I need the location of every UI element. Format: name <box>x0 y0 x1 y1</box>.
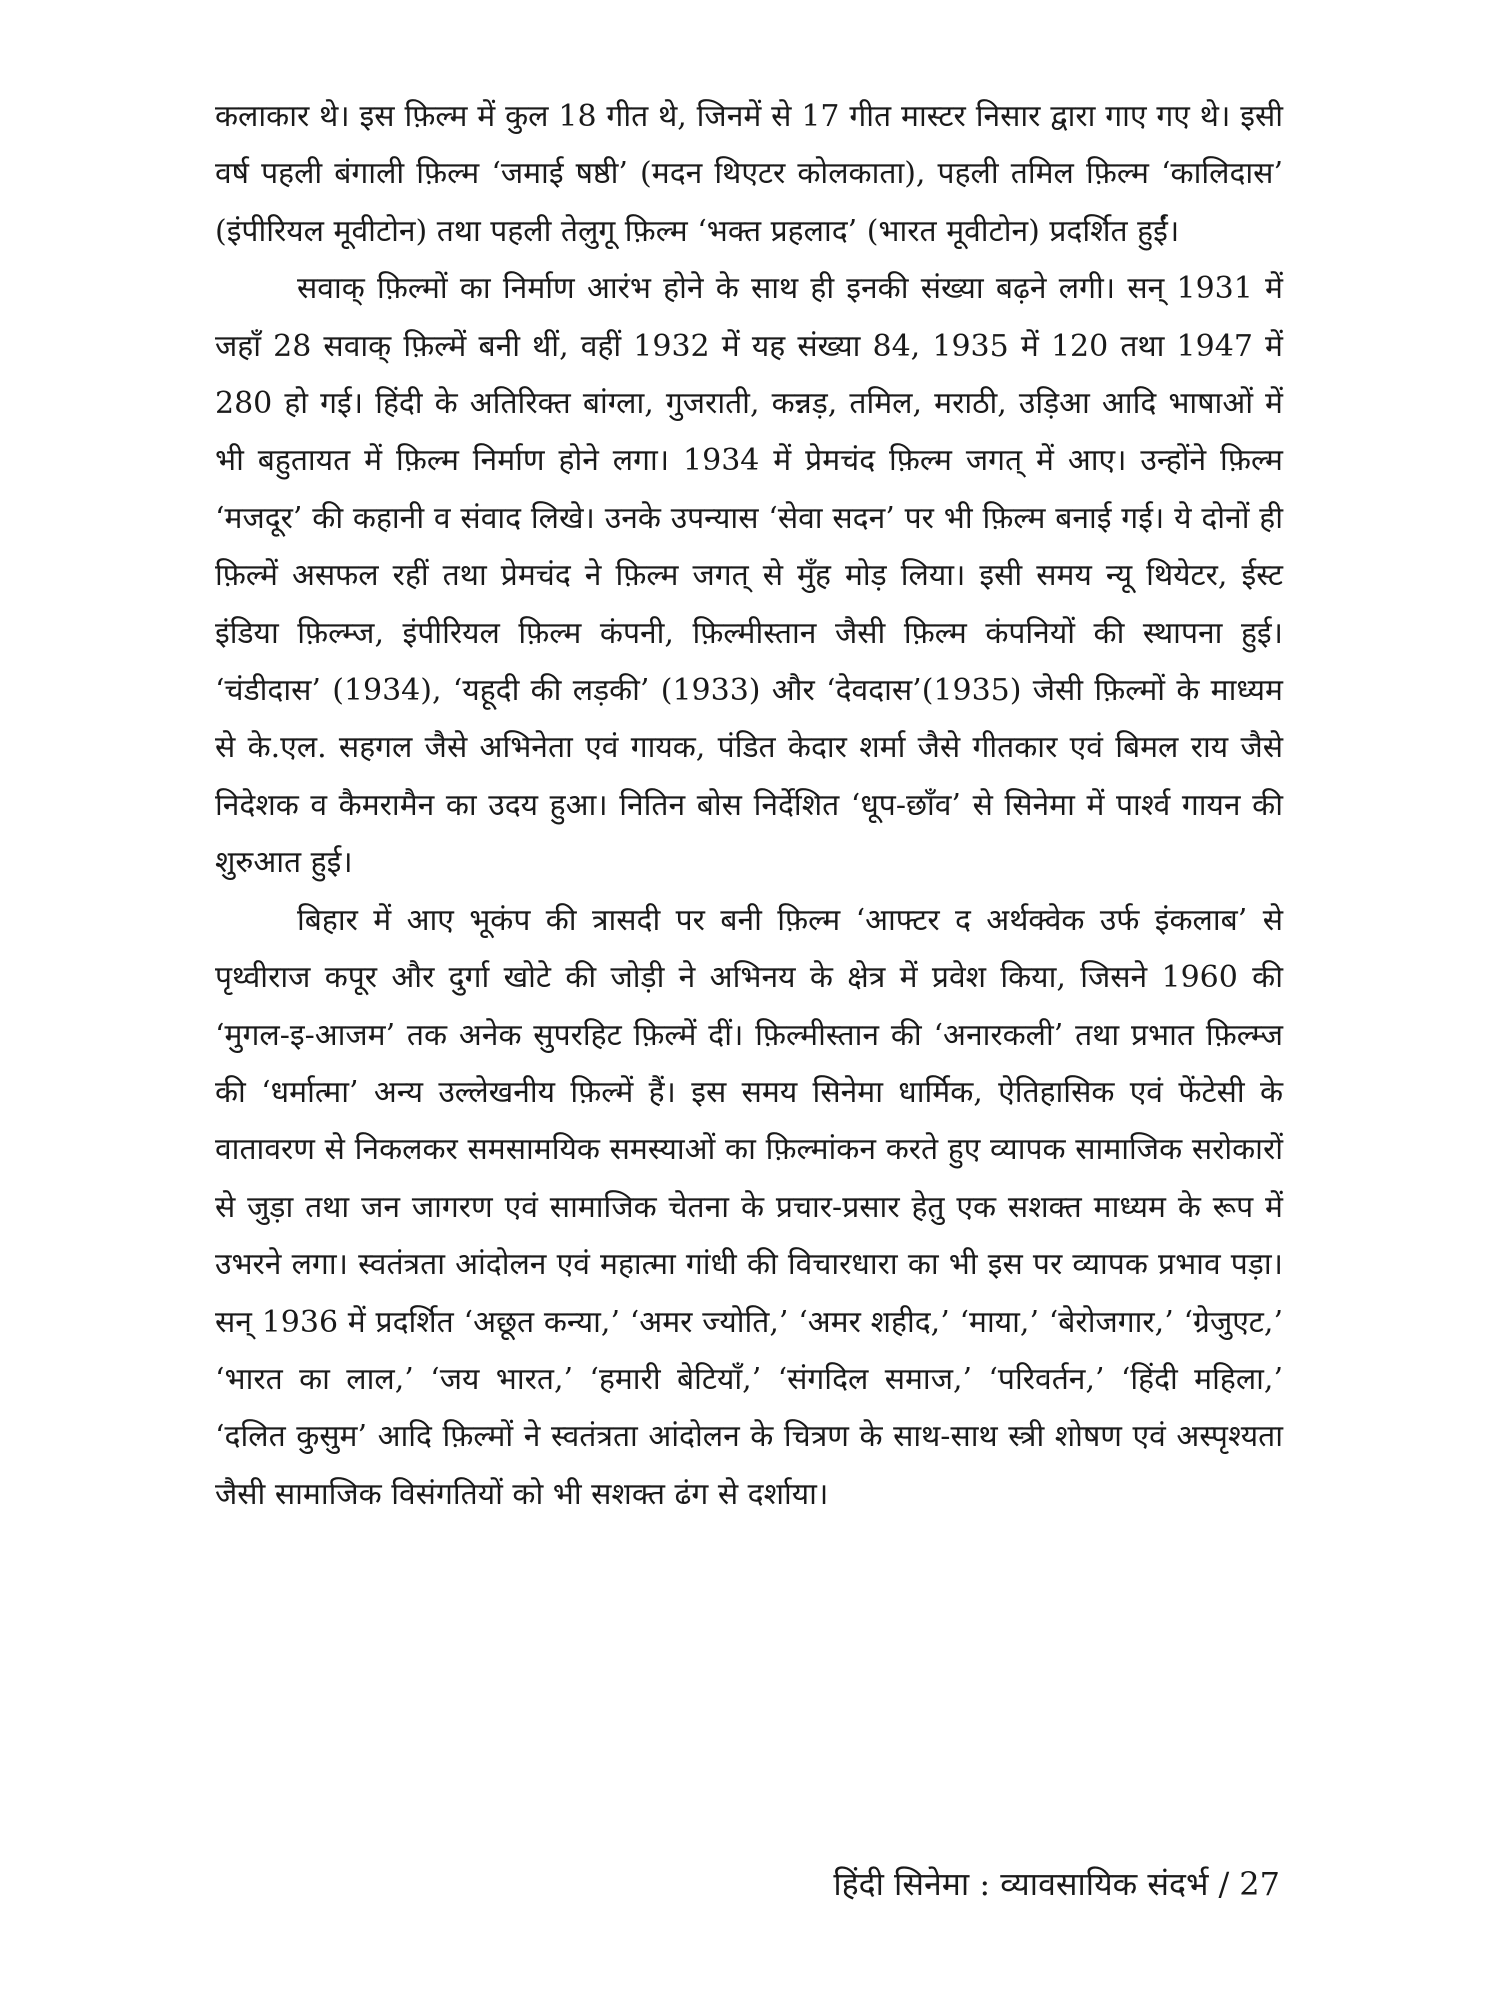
footer-separator: / <box>1218 1865 1230 1903</box>
paragraph-bihar-earthquake: बिहार में आए भूकंप की त्रासदी पर बनी फ़िल्म ‘आफ्टर द अर्थक्वेक उर्फ इंकलाब’ से पृथ्वीराज कपूर और दुर्गा खोटे की जोड़ी ने अभिनय के क्षेत्र में प्रवेश किया, जिसने 1960 की ‘मुगल-इ-आजम’ तक अनेक सुपरहिट फ़िल्में दीं। फ़िल्मीस्तान की ‘अनारकली’ तथा प्रभात फ़िल्म्ज की ‘धर्मात्मा’ अन्य उल्लेखनीय फ़िल्में हैं। इस समय सिनेमा धार्मिक, ऐतिहासिक एवं फेंटेसी के वातावरण से निकलकर समसामयिक समस्याओं का फ़िल्मांकन करते हुए व्यापक सामाजिक सरोकारों से जुड़ा तथा जन जागरण एवं सामाजिक चेतना के प्रचार-प्रसार हेतु एक सशक्त माध्यम के रूप में उभरने लगा। स्वतंत्रता आंदोलन एवं महात्मा गांधी की विचारधारा का भी इस पर व्यापक प्रभाव पड़ा। सन् 1936 में प्रदर्शित ‘अछूत कन्या,’ ‘अमर ज्योति,’ ‘अमर शहीद,’ ‘माया,’ ‘बेरोजगार,’ ‘ग्रेजुएट,’ ‘भारत का लाल,’ ‘जय भारत,’ ‘हमारी बेटियाँ,’ ‘संगदिल समाज,’ ‘परिवर्तन,’ ‘हिंदी महिला,’ ‘दलित कुसुम’ आदि फ़िल्मों ने स्वतंत्रता आंदोलन के चित्रण के साथ-साथ स्त्री शोषण एवं अस्पृश्यता जैसी सामाजिक विसंगतियों को भी सशक्त ढंग से दर्शाया। <box>215 902 1283 1512</box>
page-body <box>215 88 1283 1523</box>
paragraph-continued: कलाकार थे। इस फ़िल्म में कुल 18 गीत थे, जिनमें से 17 गीत मास्टर निसार द्वारा गाए गए थे। इसी वर्ष पहली बंगाली फ़िल्म ‘जमाई षष्ठी’ (मदन थिएटर कोलकाता), पहली तमिल फ़िल्म ‘कालिदास’ (इंपीरियल मूवीटोन) तथा पहली तेलुगू फ़िल्म ‘भक्त प्रहलाद’ (भारत मूवीटोन) प्रदर्शित हुईं। <box>215 99 1283 249</box>
paragraph-talkie-films: सवाक् फ़िल्मों का निर्माण आरंभ होने के साथ ही इनकी संख्या बढ़ने लगी। सन् 1931 में जहाँ 28 सवाक् फ़िल्में बनी थीं, वहीं 1932 में यह संख्या 84, 1935 में 120 तथा 1947 में 280 हो गई। हिंदी के अतिरिक्त बांग्ला, गुजराती, कन्नड़, तमिल, मराठी, उड़िआ आदि भाषाओं में भी बहुतायत में फ़िल्म निर्माण होने लगा। 1934 में प्रेमचंद फ़िल्म जगत् में आए। उन्होंने फ़िल्म ‘मजदूर’ की कहानी व संवाद लिखे। उनके उपन्यास ‘सेवा सदन’ पर भी फ़िल्म बनाई गई। ये दोनों ही फ़िल्में असफल रहीं तथा प्रेमचंद ने फ़िल्म जगत् से मुँह मोड़ लिया। इसी समय न्यू थियेटर, ईस्ट इंडिया फ़िल्म्ज, इंपीरियल फ़िल्म कंपनी, फ़िल्मीस्तान जैसी फ़िल्म कंपनियों की स्थापना हुई। ‘चंडीदास’ (1934), ‘यहूदी की लड़की’ (1933) और ‘देवदास’(1935) जेसी फ़िल्मों के माध्यम से के.एल. सहगल जैसे अभिनेता एवं गायक, पंडित केदार शर्मा जैसे गीतकार एवं बिमल राय जैसे निदेशक व कैमरामैन का उदय हुआ। नितिन बोस निर्देशित ‘धूप-छाँव’ से सिनेमा में पार्श्व गायन की शुरुआत हुई। <box>215 271 1283 881</box>
page-footer <box>833 1862 1280 1906</box>
running-title: हिंदी सिनेमा : व्यावसायिक संदर्भ <box>833 1865 1209 1903</box>
page-number: 27 <box>1239 1865 1280 1903</box>
